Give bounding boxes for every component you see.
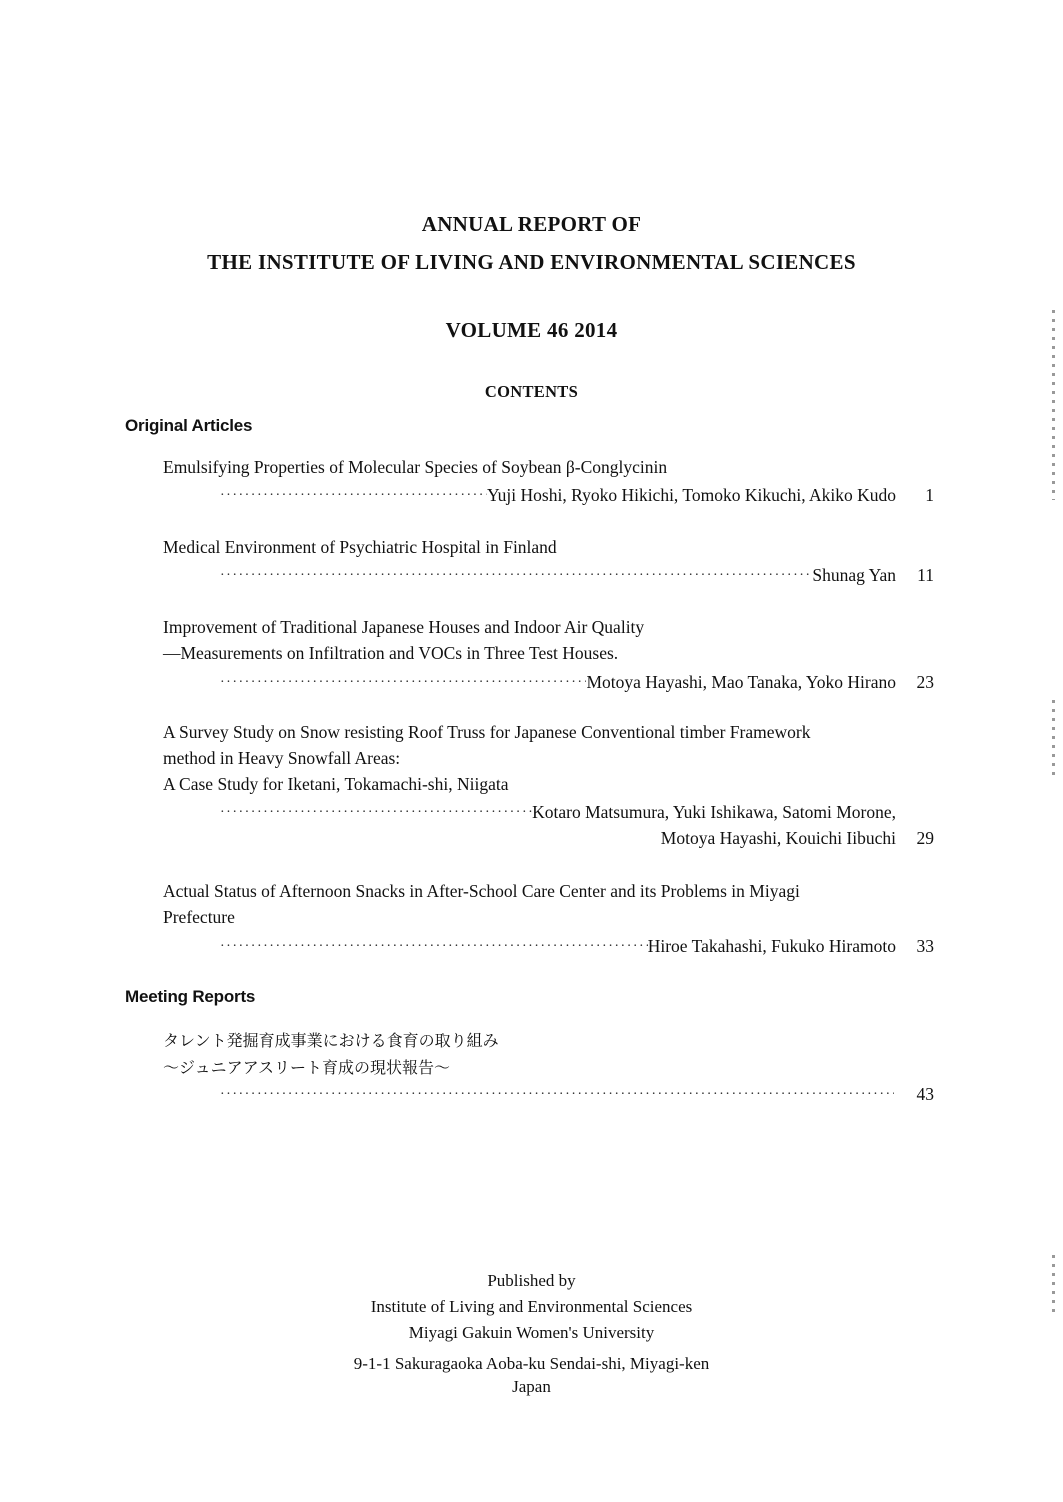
article-title: Emulsifying Properties of Molecular Species of Soybean β-Conglycinin <box>163 457 668 477</box>
article-authors: Shunag Yan <box>812 565 896 585</box>
toc-authors-cont-row <box>661 828 934 849</box>
page-number: 33 <box>916 936 934 956</box>
report-title-line2: THE INSTITUTE OF LIVING AND ENVIRONMENTAL SCIENCES <box>207 250 856 274</box>
toc-leader-row <box>220 482 934 506</box>
publisher-institute: Institute of Living and Environmental Sciences <box>370 1297 693 1316</box>
leader-dots <box>220 937 648 957</box>
publisher-label: Published by <box>487 1271 576 1290</box>
page-number: 43 <box>916 1084 934 1104</box>
volume-label: VOLUME 46 2014 <box>445 318 618 342</box>
section-original-articles: Original Articles <box>125 416 253 435</box>
page-number: 23 <box>916 672 934 692</box>
meeting-report-subtitle: 〜ジュニアアスリート育成の現状報告〜 <box>163 1058 451 1077</box>
publisher-university: Miyagi Gakuin Women's University <box>408 1323 655 1342</box>
article-title: A Survey Study on Snow resisting Roof Truss for Japanese Conventional timber Framework <box>163 722 811 742</box>
article-authors: Motoya Hayashi, Mao Tanaka, Yoko Hirano <box>586 672 896 692</box>
leader-dots <box>220 673 586 693</box>
article-authors: Hiroe Takahashi, Fukuko Hiramoto <box>647 936 896 956</box>
scan-edge-marks <box>1052 700 1055 780</box>
article-authors-cont: Motoya Hayashi, Kouichi Iibuchi <box>660 828 896 848</box>
article-title-cont: method in Heavy Snowfall Areas: <box>163 748 401 768</box>
article-authors: Yuji Hoshi, Ryoko Hikichi, Tomoko Kikuchi, Akiko Kudo <box>486 485 896 505</box>
article-title: Medical Environment of Psychiatric Hospital in Finland <box>163 537 557 557</box>
leader-dots <box>220 803 532 823</box>
page-number: 1 <box>925 485 934 505</box>
toc-leader-row <box>220 799 896 823</box>
article-title: Actual Status of Afternoon Snacks in After-School Care Center and its Problems in Miyagi <box>163 881 800 901</box>
scan-edge-marks <box>1052 1255 1055 1315</box>
leader-dots <box>220 1085 894 1105</box>
publisher-address: 9-1-1 Sakuragaoka Aoba-ku Sendai-shi, Miyagi-ken <box>353 1354 710 1373</box>
toc-leader-row <box>220 1081 934 1105</box>
article-title: Improvement of Traditional Japanese Houses and Indoor Air Quality <box>163 617 645 637</box>
meeting-report-title: タレント発掘育成事業における食育の取り組み <box>163 1031 499 1050</box>
article-title-cont: Prefecture <box>163 907 235 927</box>
toc-leader-row <box>220 669 934 693</box>
toc-leader-row <box>220 933 934 957</box>
contents-heading: CONTENTS <box>484 382 579 401</box>
article-subtitle: A Case Study for Iketani, Tokamachi-shi, Niigata <box>163 774 509 794</box>
section-meeting-reports: Meeting Reports <box>125 987 256 1006</box>
article-subtitle: —Measurements on Infiltration and VOCs in Three Test Houses. <box>163 643 619 663</box>
article-authors: Kotaro Matsumura, Yuki Ishikawa, Satomi Morone, <box>532 802 896 822</box>
scan-edge-marks <box>1052 310 1055 500</box>
leader-dots <box>220 486 487 506</box>
page-number: 11 <box>917 565 934 585</box>
publisher-country: Japan <box>512 1377 551 1396</box>
page-number: 29 <box>916 828 934 848</box>
leader-dots <box>220 566 812 586</box>
report-title-line1: ANNUAL REPORT OF <box>421 212 642 236</box>
toc-leader-row <box>220 562 934 586</box>
